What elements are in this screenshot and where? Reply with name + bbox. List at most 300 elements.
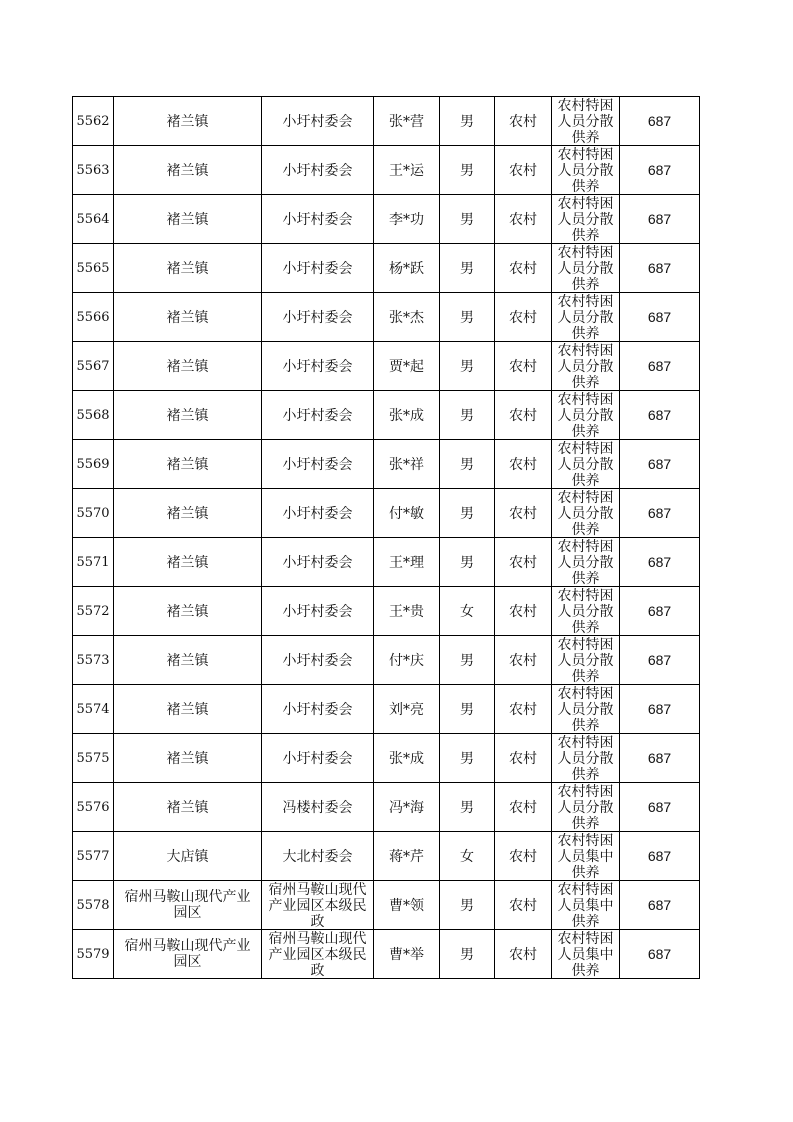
village-cell-text: 大北村委会 xyxy=(282,849,353,865)
support-category-cell xyxy=(552,293,620,342)
area-type-cell-text: 农村 xyxy=(509,849,537,865)
support-category-cell-text: 农村特困人员分散供养 xyxy=(557,637,614,684)
town-cell-text: 褚兰镇 xyxy=(166,359,209,375)
row-number xyxy=(73,489,114,538)
support-category-cell xyxy=(552,244,620,293)
area-type-cell-text: 农村 xyxy=(509,947,537,963)
table-row xyxy=(73,881,700,930)
support-category-cell-text: 农村特困人员分散供养 xyxy=(557,392,614,439)
row-number xyxy=(73,195,114,244)
town-cell xyxy=(114,783,262,832)
support-category-cell xyxy=(552,97,620,146)
row-number-text: 5568 xyxy=(76,407,110,423)
person-name-cell-text: 张*成 xyxy=(389,408,424,424)
table-row xyxy=(73,636,700,685)
row-number xyxy=(73,734,114,783)
row-number xyxy=(73,881,114,930)
town-cell-text: 褚兰镇 xyxy=(166,702,209,718)
gender-cell-text: 男 xyxy=(460,163,474,179)
amount-cell xyxy=(620,440,700,489)
row-number-text: 5576 xyxy=(76,799,110,815)
gender-cell-text: 女 xyxy=(460,604,474,620)
village-cell xyxy=(262,97,374,146)
row-number xyxy=(73,685,114,734)
person-name-cell-text: 王*运 xyxy=(389,163,424,179)
town-cell-text: 宿州马鞍山现代产业园区 xyxy=(124,938,251,970)
person-name-cell-text: 冯*海 xyxy=(389,800,424,816)
town-cell xyxy=(114,881,262,930)
area-type-cell-text: 农村 xyxy=(509,653,537,669)
person-name-cell xyxy=(374,440,440,489)
person-name-cell-text: 贾*起 xyxy=(389,359,424,375)
gender-cell xyxy=(440,97,495,146)
village-cell xyxy=(262,195,374,244)
gender-cell xyxy=(440,342,495,391)
area-type-cell xyxy=(495,342,552,391)
town-cell xyxy=(114,538,262,587)
gender-cell xyxy=(440,538,495,587)
village-cell-text: 小圩村委会 xyxy=(282,555,353,571)
table-row xyxy=(73,293,700,342)
gender-cell xyxy=(440,293,495,342)
town-cell xyxy=(114,636,262,685)
support-category-cell-text: 农村特困人员集中供养 xyxy=(557,931,614,978)
support-category-cell xyxy=(552,391,620,440)
row-number-text: 5565 xyxy=(76,260,110,276)
amount-cell-text: 687 xyxy=(647,162,672,178)
person-name-cell xyxy=(374,538,440,587)
gender-cell-text: 男 xyxy=(460,702,474,718)
person-name-cell xyxy=(374,97,440,146)
amount-cell-text: 687 xyxy=(647,211,672,227)
area-type-cell xyxy=(495,489,552,538)
person-name-cell-text: 刘*亮 xyxy=(389,702,424,718)
row-number-text: 5575 xyxy=(76,750,110,766)
area-type-cell-text: 农村 xyxy=(509,702,537,718)
support-category-cell xyxy=(552,832,620,881)
area-type-cell xyxy=(495,783,552,832)
gender-cell-text: 男 xyxy=(460,555,474,571)
amount-cell-text: 687 xyxy=(647,113,672,129)
gender-cell xyxy=(440,440,495,489)
row-number-text: 5564 xyxy=(76,211,110,227)
town-cell-text: 褚兰镇 xyxy=(166,114,209,130)
row-number xyxy=(73,930,114,979)
support-category-cell-text: 农村特困人员集中供养 xyxy=(557,833,614,880)
amount-cell xyxy=(620,146,700,195)
table-row xyxy=(73,685,700,734)
area-type-cell-text: 农村 xyxy=(509,898,537,914)
village-cell-text: 小圩村委会 xyxy=(282,506,353,522)
data-table xyxy=(72,96,700,979)
person-name-cell xyxy=(374,342,440,391)
person-name-cell xyxy=(374,293,440,342)
table-row xyxy=(73,930,700,979)
gender-cell-text: 男 xyxy=(460,800,474,816)
amount-cell xyxy=(620,636,700,685)
row-number xyxy=(73,391,114,440)
row-number-text: 5573 xyxy=(76,652,110,668)
row-number-text: 5570 xyxy=(76,505,110,521)
table-row xyxy=(73,146,700,195)
amount-cell-text: 687 xyxy=(647,946,672,962)
support-category-cell xyxy=(552,195,620,244)
table-row xyxy=(73,489,700,538)
support-category-cell xyxy=(552,930,620,979)
support-category-cell xyxy=(552,636,620,685)
area-type-cell xyxy=(495,881,552,930)
row-number-text: 5562 xyxy=(76,113,110,129)
area-type-cell-text: 农村 xyxy=(509,751,537,767)
person-name-cell-text: 张*营 xyxy=(389,114,424,130)
gender-cell xyxy=(440,636,495,685)
area-type-cell-text: 农村 xyxy=(509,114,537,130)
village-cell xyxy=(262,587,374,636)
area-type-cell xyxy=(495,244,552,293)
gender-cell-text: 男 xyxy=(460,212,474,228)
row-number-text: 5571 xyxy=(76,554,110,570)
amount-cell xyxy=(620,97,700,146)
amount-cell-text: 687 xyxy=(647,799,672,815)
town-cell-text: 褚兰镇 xyxy=(166,506,209,522)
support-category-cell-text: 农村特困人员集中供养 xyxy=(557,882,614,929)
area-type-cell-text: 农村 xyxy=(509,604,537,620)
amount-cell xyxy=(620,783,700,832)
support-category-cell xyxy=(552,881,620,930)
village-cell-text: 小圩村委会 xyxy=(282,751,353,767)
support-category-cell-text: 农村特困人员分散供养 xyxy=(557,147,614,194)
village-cell xyxy=(262,391,374,440)
town-cell xyxy=(114,832,262,881)
gender-cell-text: 女 xyxy=(460,849,474,865)
person-name-cell xyxy=(374,489,440,538)
row-number-text: 5569 xyxy=(76,456,110,472)
row-number xyxy=(73,832,114,881)
person-name-cell-text: 曹*领 xyxy=(389,898,424,914)
amount-cell xyxy=(620,587,700,636)
support-category-cell-text: 农村特困人员分散供养 xyxy=(557,294,614,341)
amount-cell xyxy=(620,832,700,881)
support-category-cell-text: 农村特困人员分散供养 xyxy=(557,196,614,243)
row-number-text: 5563 xyxy=(76,162,110,178)
village-cell-text: 宿州马鞍山现代产业园区本级民政 xyxy=(268,931,367,978)
row-number-text: 5577 xyxy=(76,848,110,864)
person-name-cell-text: 李*功 xyxy=(389,212,424,228)
amount-cell xyxy=(620,930,700,979)
person-name-cell-text: 蒋*芹 xyxy=(389,849,424,865)
support-category-cell xyxy=(552,685,620,734)
person-name-cell xyxy=(374,636,440,685)
row-number-text: 5574 xyxy=(76,701,110,717)
village-cell xyxy=(262,832,374,881)
row-number xyxy=(73,97,114,146)
person-name-cell-text: 付*庆 xyxy=(389,653,424,669)
amount-cell xyxy=(620,538,700,587)
amount-cell xyxy=(620,244,700,293)
support-category-cell-text: 农村特困人员分散供养 xyxy=(557,441,614,488)
table-body xyxy=(73,97,700,979)
village-cell xyxy=(262,342,374,391)
table-row xyxy=(73,244,700,293)
amount-cell-text: 687 xyxy=(647,554,672,570)
area-type-cell-text: 农村 xyxy=(509,800,537,816)
amount-cell-text: 687 xyxy=(647,701,672,717)
gender-cell-text: 男 xyxy=(460,408,474,424)
support-category-cell xyxy=(552,734,620,783)
area-type-cell-text: 农村 xyxy=(509,359,537,375)
village-cell-text: 小圩村委会 xyxy=(282,212,353,228)
area-type-cell-text: 农村 xyxy=(509,408,537,424)
gender-cell xyxy=(440,881,495,930)
person-name-cell xyxy=(374,195,440,244)
town-cell xyxy=(114,342,262,391)
town-cell-text: 褚兰镇 xyxy=(166,751,209,767)
gender-cell-text: 男 xyxy=(460,359,474,375)
gender-cell-text: 男 xyxy=(460,114,474,130)
town-cell-text: 褚兰镇 xyxy=(166,457,209,473)
table-row xyxy=(73,195,700,244)
amount-cell-text: 687 xyxy=(647,897,672,913)
amount-cell xyxy=(620,734,700,783)
area-type-cell-text: 农村 xyxy=(509,457,537,473)
village-cell xyxy=(262,636,374,685)
person-name-cell xyxy=(374,930,440,979)
town-cell-text: 褚兰镇 xyxy=(166,310,209,326)
village-cell xyxy=(262,783,374,832)
gender-cell-text: 男 xyxy=(460,506,474,522)
person-name-cell-text: 张*祥 xyxy=(389,457,424,473)
table-row xyxy=(73,538,700,587)
village-cell xyxy=(262,881,374,930)
table-row xyxy=(73,440,700,489)
support-category-cell-text: 农村特困人员分散供养 xyxy=(557,490,614,537)
amount-cell-text: 687 xyxy=(647,652,672,668)
person-name-cell xyxy=(374,881,440,930)
person-name-cell xyxy=(374,832,440,881)
area-type-cell-text: 农村 xyxy=(509,310,537,326)
town-cell-text: 褚兰镇 xyxy=(166,212,209,228)
village-cell xyxy=(262,244,374,293)
village-cell xyxy=(262,538,374,587)
village-cell-text: 小圩村委会 xyxy=(282,261,353,277)
amount-cell xyxy=(620,391,700,440)
support-category-cell xyxy=(552,440,620,489)
table-row xyxy=(73,783,700,832)
row-number-text: 5566 xyxy=(76,309,110,325)
row-number-text: 5567 xyxy=(76,358,110,374)
person-name-cell-text: 王*理 xyxy=(389,555,424,571)
area-type-cell xyxy=(495,97,552,146)
area-type-cell-text: 农村 xyxy=(509,212,537,228)
town-cell-text: 褚兰镇 xyxy=(166,653,209,669)
town-cell-text: 褚兰镇 xyxy=(166,408,209,424)
town-cell-text: 宿州马鞍山现代产业园区 xyxy=(124,889,251,921)
village-cell xyxy=(262,293,374,342)
row-number xyxy=(73,293,114,342)
area-type-cell-text: 农村 xyxy=(509,261,537,277)
area-type-cell xyxy=(495,440,552,489)
support-category-cell-text: 农村特困人员分散供养 xyxy=(557,588,614,635)
person-name-cell xyxy=(374,783,440,832)
gender-cell xyxy=(440,391,495,440)
support-category-cell xyxy=(552,783,620,832)
row-number xyxy=(73,783,114,832)
area-type-cell xyxy=(495,391,552,440)
row-number xyxy=(73,342,114,391)
town-cell-text: 褚兰镇 xyxy=(166,604,209,620)
amount-cell xyxy=(620,342,700,391)
gender-cell-text: 男 xyxy=(460,457,474,473)
person-name-cell xyxy=(374,391,440,440)
table-row xyxy=(73,342,700,391)
gender-cell-text: 男 xyxy=(460,898,474,914)
village-cell-text: 宿州马鞍山现代产业园区本级民政 xyxy=(268,882,367,929)
amount-cell-text: 687 xyxy=(647,603,672,619)
amount-cell-text: 687 xyxy=(647,260,672,276)
village-cell-text: 小圩村委会 xyxy=(282,408,353,424)
village-cell-text: 小圩村委会 xyxy=(282,310,353,326)
area-type-cell xyxy=(495,685,552,734)
amount-cell-text: 687 xyxy=(647,358,672,374)
area-type-cell xyxy=(495,146,552,195)
gender-cell xyxy=(440,244,495,293)
amount-cell xyxy=(620,195,700,244)
town-cell-text: 褚兰镇 xyxy=(166,800,209,816)
gender-cell-text: 男 xyxy=(460,653,474,669)
row-number xyxy=(73,538,114,587)
gender-cell xyxy=(440,930,495,979)
gender-cell xyxy=(440,783,495,832)
village-cell-text: 小圩村委会 xyxy=(282,359,353,375)
village-cell-text: 小圩村委会 xyxy=(282,163,353,179)
amount-cell-text: 687 xyxy=(647,848,672,864)
town-cell xyxy=(114,734,262,783)
amount-cell-text: 687 xyxy=(647,505,672,521)
town-cell xyxy=(114,440,262,489)
area-type-cell xyxy=(495,930,552,979)
gender-cell-text: 男 xyxy=(460,310,474,326)
table-row xyxy=(73,97,700,146)
support-category-cell xyxy=(552,342,620,391)
town-cell xyxy=(114,587,262,636)
support-category-cell xyxy=(552,146,620,195)
support-category-cell-text: 农村特困人员分散供养 xyxy=(557,539,614,586)
person-name-cell xyxy=(374,685,440,734)
gender-cell xyxy=(440,146,495,195)
village-cell xyxy=(262,930,374,979)
support-category-cell xyxy=(552,587,620,636)
amount-cell-text: 687 xyxy=(647,309,672,325)
support-category-cell-text: 农村特困人员分散供养 xyxy=(557,98,614,145)
row-number-text: 5578 xyxy=(76,897,110,913)
person-name-cell-text: 王*贵 xyxy=(389,604,424,620)
row-number xyxy=(73,440,114,489)
row-number xyxy=(73,146,114,195)
gender-cell xyxy=(440,734,495,783)
area-type-cell xyxy=(495,832,552,881)
support-category-cell-text: 农村特困人员分散供养 xyxy=(557,343,614,390)
gender-cell xyxy=(440,195,495,244)
town-cell-text: 褚兰镇 xyxy=(166,261,209,277)
support-category-cell-text: 农村特困人员分散供养 xyxy=(557,784,614,831)
support-category-cell xyxy=(552,538,620,587)
person-name-cell xyxy=(374,734,440,783)
table-row xyxy=(73,587,700,636)
gender-cell xyxy=(440,587,495,636)
village-cell xyxy=(262,146,374,195)
town-cell xyxy=(114,195,262,244)
amount-cell xyxy=(620,489,700,538)
town-cell-text: 大店镇 xyxy=(166,849,209,865)
row-number-text: 5572 xyxy=(76,603,110,619)
amount-cell xyxy=(620,685,700,734)
village-cell-text: 小圩村委会 xyxy=(282,604,353,620)
town-cell-text: 褚兰镇 xyxy=(166,163,209,179)
town-cell xyxy=(114,244,262,293)
person-name-cell-text: 张*杰 xyxy=(389,310,424,326)
gender-cell-text: 男 xyxy=(460,751,474,767)
town-cell xyxy=(114,685,262,734)
person-name-cell xyxy=(374,244,440,293)
village-cell xyxy=(262,685,374,734)
town-cell-text: 褚兰镇 xyxy=(166,555,209,571)
area-type-cell xyxy=(495,538,552,587)
town-cell xyxy=(114,391,262,440)
row-number xyxy=(73,587,114,636)
table-row xyxy=(73,391,700,440)
gender-cell xyxy=(440,832,495,881)
row-number xyxy=(73,636,114,685)
area-type-cell xyxy=(495,636,552,685)
village-cell-text: 小圩村委会 xyxy=(282,653,353,669)
town-cell xyxy=(114,930,262,979)
support-category-cell-text: 农村特困人员分散供养 xyxy=(557,686,614,733)
table-row xyxy=(73,734,700,783)
person-name-cell-text: 张*成 xyxy=(389,751,424,767)
amount-cell-text: 687 xyxy=(647,750,672,766)
area-type-cell xyxy=(495,587,552,636)
village-cell-text: 小圩村委会 xyxy=(282,702,353,718)
village-cell xyxy=(262,734,374,783)
town-cell xyxy=(114,146,262,195)
person-name-cell-text: 曹*举 xyxy=(389,947,424,963)
row-number-text: 5579 xyxy=(76,946,110,962)
person-name-cell-text: 杨*跃 xyxy=(389,261,424,277)
town-cell xyxy=(114,293,262,342)
support-category-cell-text: 农村特困人员分散供养 xyxy=(557,735,614,782)
amount-cell xyxy=(620,293,700,342)
area-type-cell-text: 农村 xyxy=(509,506,537,522)
village-cell-text: 冯楼村委会 xyxy=(282,800,353,816)
village-cell-text: 小圩村委会 xyxy=(282,114,353,130)
town-cell xyxy=(114,489,262,538)
person-name-cell-text: 付*敏 xyxy=(389,506,424,522)
area-type-cell xyxy=(495,293,552,342)
support-category-cell xyxy=(552,489,620,538)
gender-cell-text: 男 xyxy=(460,947,474,963)
gender-cell xyxy=(440,489,495,538)
gender-cell-text: 男 xyxy=(460,261,474,277)
area-type-cell-text: 农村 xyxy=(509,555,537,571)
row-number xyxy=(73,244,114,293)
village-cell-text: 小圩村委会 xyxy=(282,457,353,473)
amount-cell xyxy=(620,881,700,930)
village-cell xyxy=(262,440,374,489)
person-name-cell xyxy=(374,146,440,195)
area-type-cell-text: 农村 xyxy=(509,163,537,179)
support-category-cell-text: 农村特困人员分散供养 xyxy=(557,245,614,292)
area-type-cell xyxy=(495,734,552,783)
